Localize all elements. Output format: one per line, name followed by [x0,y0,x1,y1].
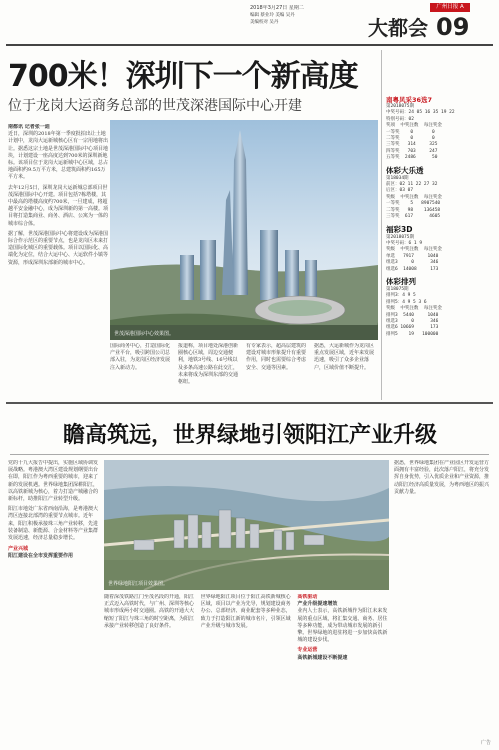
story1-body-3: 据了解，世茂深港国际中心将建设成为深港国际合作示范区的重要节点，也是龙岗区未来打造国际化城区的重要载体。项目以国际化、高端化为定位，结合大运中心、大运软件小镇等资源，形成深圳东部新的城市中心。 [8,230,108,266]
lottery-title: 南粤风采36选7 [386,96,433,104]
story2-body-4: 世界绿地阳江项目位于阳江高铁新城核心区域，项目以产业为先导，规划建设商务办公、总部经济、商业配套等多种业态，致力于打造阳江新的城市名片，引领区域产业升级与城市发展。 [200,594,291,629]
story1-subhead: 位于龙岗大运商务总部的世茂深港国际中心开建 [8,98,302,114]
aerial-illustration [104,460,389,590]
proof-line: 美编校对 吴丹 [250,20,279,26]
story2-body-2: 阳江市地处广东省西南沿海，是粤港澳大湾区连接北部湾的重要节点城市。近年来，阳江积极承接珠三角产业转移，先进装备制造、新能源、合金材料等产业集群发展迅速，经济总量稳步增长。 [8,506,99,542]
story1-body-5: 报道称，项目地处深港创新圈核心区域，周边交通便利，地铁3号线、16号线以及多条高速公路在此交汇，未来将成为深圳东部的交通枢纽。 [178,343,239,386]
story2-image-caption: 世界绿地阳江项目效果图。 [108,581,169,587]
mid-rule [6,402,493,404]
paper-logo: 广州日报 A [430,3,470,12]
story2-body-5: 业内人士表示，高铁新城作为阳江未来发展的重点区域，将汇集交通、商务、居住等多种功能，成为带动城市发展的新引擎。世界绿地的进驻将进一步加快高铁新城的建设步伐。 [297,608,388,644]
story1-bottom-cols [110,343,378,398]
skyline-illustration [110,120,378,340]
lottery-head-4: 体彩排列 [386,276,416,286]
story2-body-6: 据悉，世界绿地集团在产业园区开发运营方面拥有丰富经验，此次落户阳江，将充分发挥自身优势，引入优质企业和产业资源，推动阳江经济高质量发展，为粤西地区的振兴贡献力量。 [394,460,490,495]
page-number: 09 [436,13,470,41]
story1-rendering-image [110,120,378,340]
story1-body-2: 去年12月5日，深圳龙岗大运新城总部项目世茂深港国际中心开建。项目包括7栋塔楼，其中最高的塔楼高度约700米，一旦建成，将超越平安金融中心，成为深圳新的第一高楼。项目将打造集商业、商务、酒店、公寓为一体的城市综合体。 [8,184,108,227]
header-info [250,5,340,35]
lottery-head-2: 体彩大乐透 [386,165,424,175]
story2-rule [10,454,489,455]
story2-col-left [8,460,100,742]
section-title: 大都会 [368,16,428,40]
lottery-head-3: 福彩3D [386,224,413,234]
editor-line: 编辑 蔡业玲 美编 吴丹 [250,13,295,19]
story1-byline: 南都讯 记者张一迪 [8,124,50,130]
lottery-block-4: 第18075期 排列3：4 9 5 排列5：4 9 5 3 6 奖级 中奖注数 每注奖金 排列3 5440 1040 组选3 0 346 组选6 10669 173 排列5 19 100000 [386,286,442,337]
ad-mark: 广告 [480,740,491,746]
header-rule [6,44,493,46]
story2-subhead-2: 阳江建设在全市发挥重要作用 [8,553,74,560]
story2-headline: 瞻高筑远，世界绿地引领阳江产业升级 [62,422,437,448]
story2-body-3: 随着深茂铁路江门至茂名段的开通，阳江正式迈入高铁时代，与广州、深圳等核心城市形成两小时交通圈。高铁的开通大大缩短了阳江与珠三角的时空距离，为阳江承接产业转移创造了良好条件。 [104,594,195,629]
story2-mid-cols [104,594,389,742]
story2-subhead-1: 产业兴城 [8,546,29,553]
story2-subhead-3: 高铁驱动 [297,594,318,600]
story1-headline: 700米！深圳下一个新高度 [8,59,358,91]
story1-image-caption: 世茂深港国际中心效果图。 [114,331,175,337]
story1-body-7: 据悉，大运新城作为龙岗区重点发展区域，近年来发展迅速，吸引了众多企业落户，区域价值不断提升。 [314,343,375,371]
story2-subhead-4: 产业升级提速增效 [297,601,338,608]
story1-col-left [8,124,108,340]
lottery-block-2: 第18034期 前区：02 11 22 27 32 后区：03 07 奖级 中奖注数 每注奖金 一等奖 5 8907540 二等奖 98 136458 三等奖 617 4605 [386,175,442,220]
issue-date: 2018年3月27日 星期二 [250,5,304,11]
lottery-block-3: 第2018075期 中奖号码：6 1 9 奖级 中奖注数 每注奖金 单选 7917 1040 组选3 0 346 组选6 14008 173 [386,234,442,272]
lottery-sidebar [386,92,492,398]
story2-subhead-5: 专业运营 [297,647,318,654]
sidebar-divider [381,50,382,400]
story2-subhead-6: 高铁新城建设不断提速 [297,654,348,661]
story2-aerial-image [104,460,389,590]
story2-col-right [394,460,492,742]
story1-body-6: 有专家表示，超高层建筑的建设对城市形象提升有重要作用，同时也需要综合考虑安全、交通等因素。 [246,343,307,371]
story1-body-4: 国际商务中心，打造国际化产业平台，吸引跨国公司总部入驻，为龙岗区经济发展注入新动力。 [110,343,171,371]
lottery-block-1: 第2018075期 中奖号码：24 05 16 35 19 22 特别号码：02 奖项 中奖注数 每注奖金 一等奖 0 0 二等奖 0 0 三等奖 314 325 四等奖 703 247 五等奖 2486 50 [386,104,455,161]
story1-body-1: 近日，深圳的2018年第一季度批拍出让土地计划中，龙岗大运新城核心区有一宗用地将出让。据悉这宗土地是世茂深港国际中心项目地块，计划建设一座高度达到700米的深圳新地标。该项目位于龙岗大运新城中心区域，总占地面积约9.5万平方米，总建筑面积约165万平方米。 [8,131,108,181]
story2-body-1: 党的十九大报告中提出，实施区域协调发展战略。粤港澳大湾区建设规划纲要出台在即，阳江作为粤西重要的城市，迎来了新的发展机遇。世界绿地集团深耕阳江，以高铁新城为核心，着力打造产城融合的新标杆，助推阳江产业转型升级。 [8,460,99,503]
